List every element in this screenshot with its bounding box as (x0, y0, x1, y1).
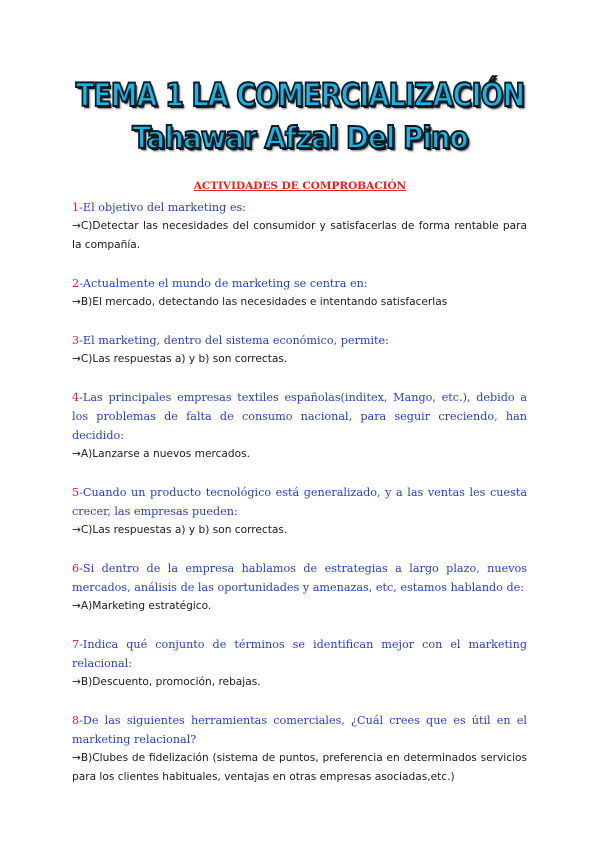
question-label: -El marketing, dentro del sistema económico, permite: (79, 334, 389, 347)
answer-text: →C)Las respuestas a) y b) son correctas. (72, 353, 288, 365)
question-text (72, 483, 527, 521)
document-title: TEMA 1 LA COMERCIALIZACIÓN (75, 76, 525, 114)
question-text (72, 711, 527, 749)
question-label: -Si dentro de la empresa hablamos de estrategias a largo plazo, nuevos mercados, análisis de las oportunidades y amenazas, etc, estamos hablando de: (72, 562, 527, 594)
question-item-6 (72, 559, 527, 616)
question-number: 2 (72, 277, 80, 290)
question-item-2 (72, 274, 527, 312)
question-number: 4 (72, 391, 80, 404)
question-text (72, 274, 527, 293)
question-text (72, 635, 527, 673)
question-item-4 (72, 388, 527, 464)
question-label: -Indica qué conjunto de términos se identifican mejor con el marketing relacional: (72, 638, 527, 670)
question-number: 8 (72, 714, 80, 727)
question-number: 5 (72, 486, 80, 499)
question-label: -De las siguientes herramientas comerciales, ¿Cuál crees que es útil en el marketing relacional? (72, 714, 527, 746)
question-item-1 (72, 198, 527, 255)
answer-text: →A)Marketing estratégico. (72, 600, 212, 612)
question-item-3 (72, 331, 527, 369)
answer-text: →C)Detectar las necesidades del consumidor y satisfacerlas de forma rentable para la compañía. (72, 220, 527, 251)
answer-text: →C)Las respuestas a) y b) son correctas. (72, 524, 288, 536)
question-item-8 (72, 711, 527, 787)
question-number: 6 (72, 562, 80, 575)
question-item-5 (72, 483, 527, 540)
question-text (72, 198, 527, 217)
question-label: -Las principales empresas textiles españolas(inditex, Mango, etc.), debido a los problemas de falta de consumo nacional, para seguir creciendo, han decidido: (72, 391, 527, 442)
question-label: -Actualmente el mundo de marketing se centra en: (79, 277, 368, 290)
author-name: Tahawar Afzal Del Pino (132, 121, 468, 156)
question-label: -El objetivo del marketing es: (79, 201, 246, 214)
answer-text: →B)El mercado, detectando las necesidades e intentando satisfacerlas (72, 296, 448, 308)
question-text (72, 388, 527, 445)
question-item-7 (72, 635, 527, 692)
question-text (72, 331, 527, 350)
question-number: 7 (72, 638, 80, 651)
question-list (72, 198, 527, 806)
question-number: 3 (72, 334, 80, 347)
answer-text: →A)Lanzarse a nuevos mercados. (72, 448, 250, 460)
question-label: -Cuando un producto tecnológico está generalizado, y a las ventas les cuesta crecer, las empresas pueden: (72, 486, 527, 518)
section-title: ACTIVIDADES DE COMPROBACIÓN (193, 180, 407, 192)
answer-text: →B)Clubes de fidelización (sistema de puntos, preferencia en determinados servicios para los clientes habituales, ventajas en otras empresas asociadas,etc.) (72, 752, 527, 783)
question-text (72, 559, 527, 597)
question-number: 1 (72, 201, 80, 214)
answer-text: →B)Descuento, promoción, rebajas. (72, 676, 261, 688)
